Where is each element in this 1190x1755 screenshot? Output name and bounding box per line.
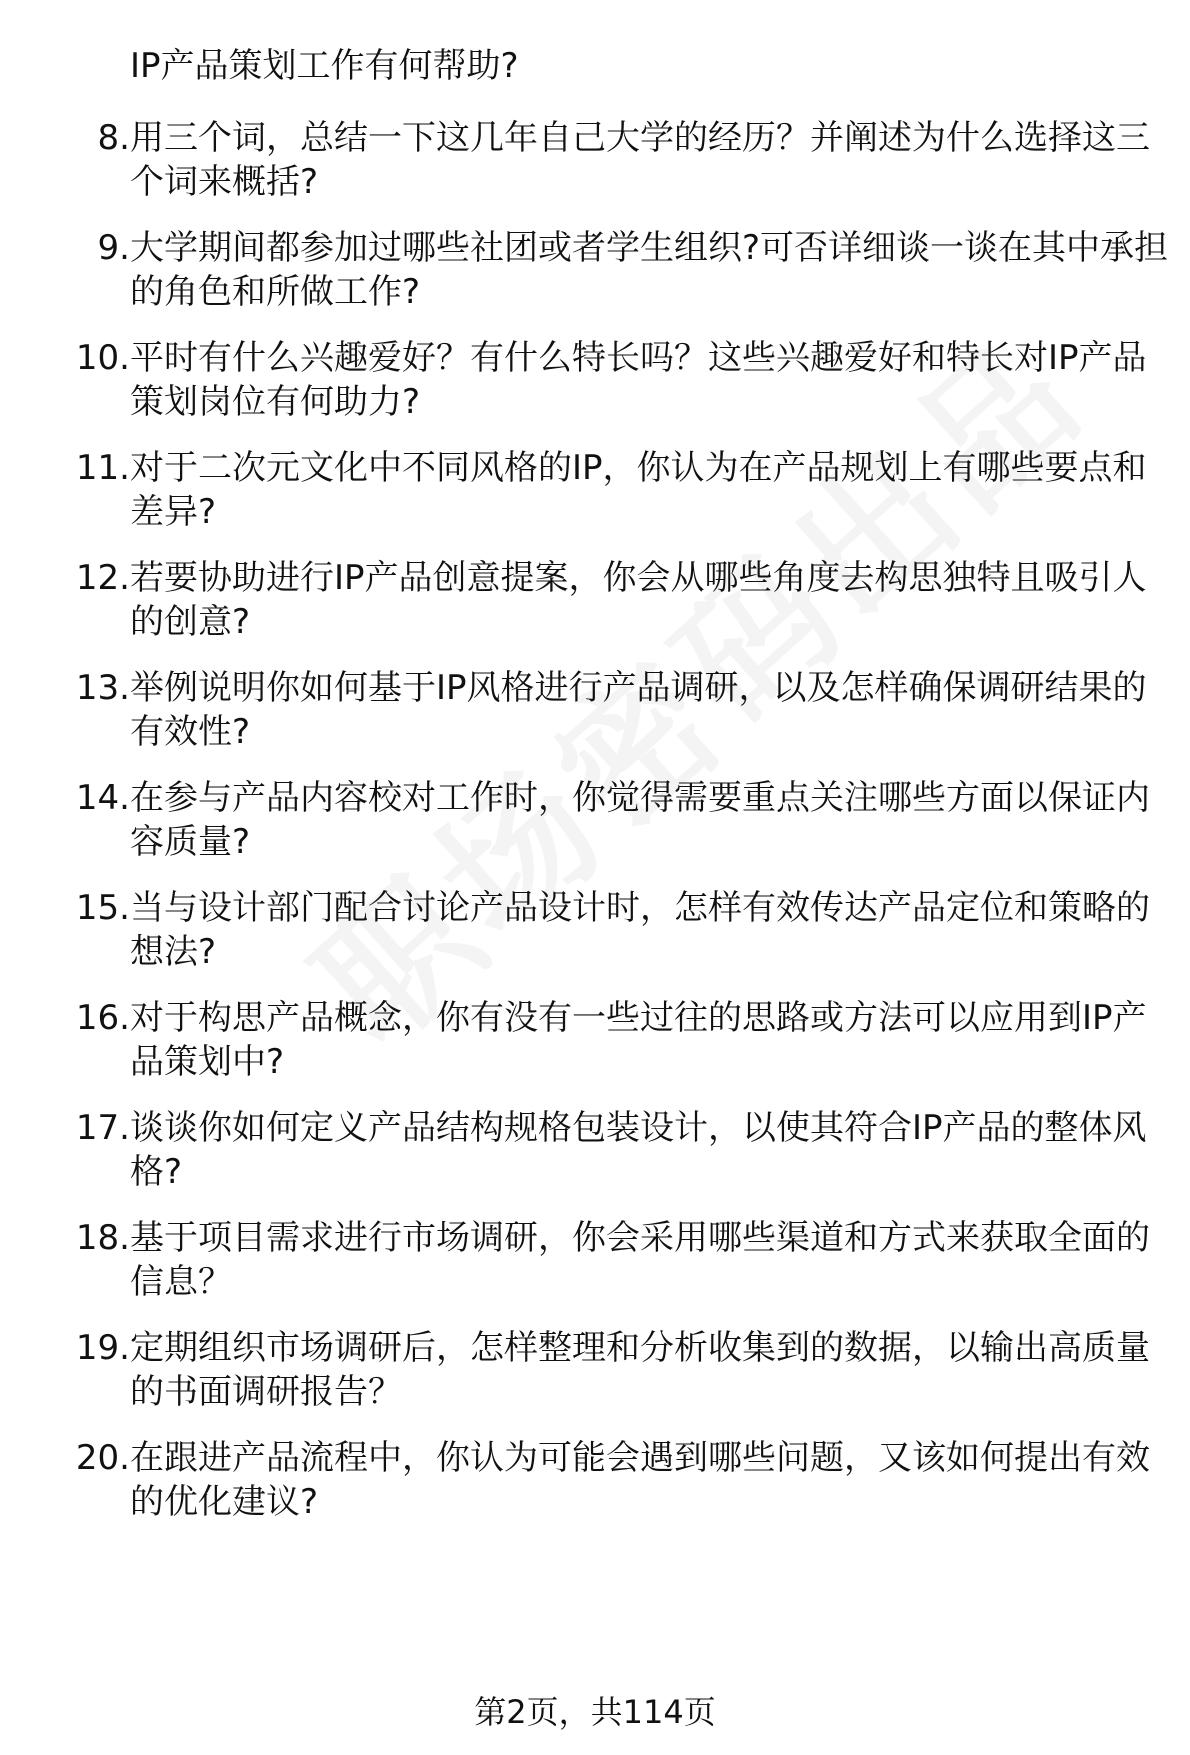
question-text: 在参与产品内容校对工作时，你觉得需要重点关注哪些方面以保证内容质量? [130,778,1150,862]
question-text: 大学期间都参加过哪些社团或者学生组织?可否详细谈一谈在其中承担的角色和所做工作? [130,228,1169,312]
question-number: 12. [75,558,130,598]
question-number: 16. [75,998,130,1038]
question-text: 用三个词，总结一下这几年自己大学的经历？并阐述为什么选择这三个词来概括? [130,118,1150,202]
page-footer: 第2页，共114页 [474,1693,716,1731]
question-number: 19. [75,1328,130,1368]
question-number: 8. [97,118,130,158]
question-text: 当与设计部门配合讨论产品设计时，怎样有效传达产品定位和策略的想法? [130,888,1150,972]
question-text: 对于构思产品概念，你有没有一些过往的思路或方法可以应用到IP产品策划中? [130,998,1147,1082]
question-number: 9. [97,228,130,268]
question-text: 基于项目需求进行市场调研，你会采用哪些渠道和方式来获取全面的信息？ [130,1218,1150,1302]
question-text: 平时有什么兴趣爱好？有什么特长吗？这些兴趣爱好和特长对IP产品策划岗位有何助力? [130,338,1147,422]
question-number: 14. [75,778,130,818]
question-number: 15. [75,888,130,928]
question-number: 10. [75,338,130,378]
question-number: 13. [75,668,130,708]
question-text: IP产品策划工作有何帮助? [130,46,519,86]
question-number: 17. [75,1108,130,1148]
question-number: 11. [75,448,130,488]
question-number: 20. [75,1438,130,1478]
question-number: 18. [75,1218,130,1258]
question-text: 若要协助进行IP产品创意提案，你会从哪些角度去构思独特且吸引人的创意? [130,558,1147,642]
question-text: 定期组织市场调研后，怎样整理和分析收集到的数据，以输出高质量的书面调研报告？ [130,1328,1150,1412]
question-text: 谈谈你如何定义产品结构规格包装设计，以使其符合IP产品的整体风格? [130,1108,1147,1192]
question-text: 在跟进产品流程中，你认为可能会遇到哪些问题，又该如何提出有效的优化建议? [130,1438,1150,1522]
question-text: 举例说明你如何基于IP风格进行产品调研，以及怎样确保调研结果的有效性? [130,668,1147,752]
question-text: 对于二次元文化中不同风格的IP，你认为在产品规划上有哪些要点和差异? [130,448,1147,532]
